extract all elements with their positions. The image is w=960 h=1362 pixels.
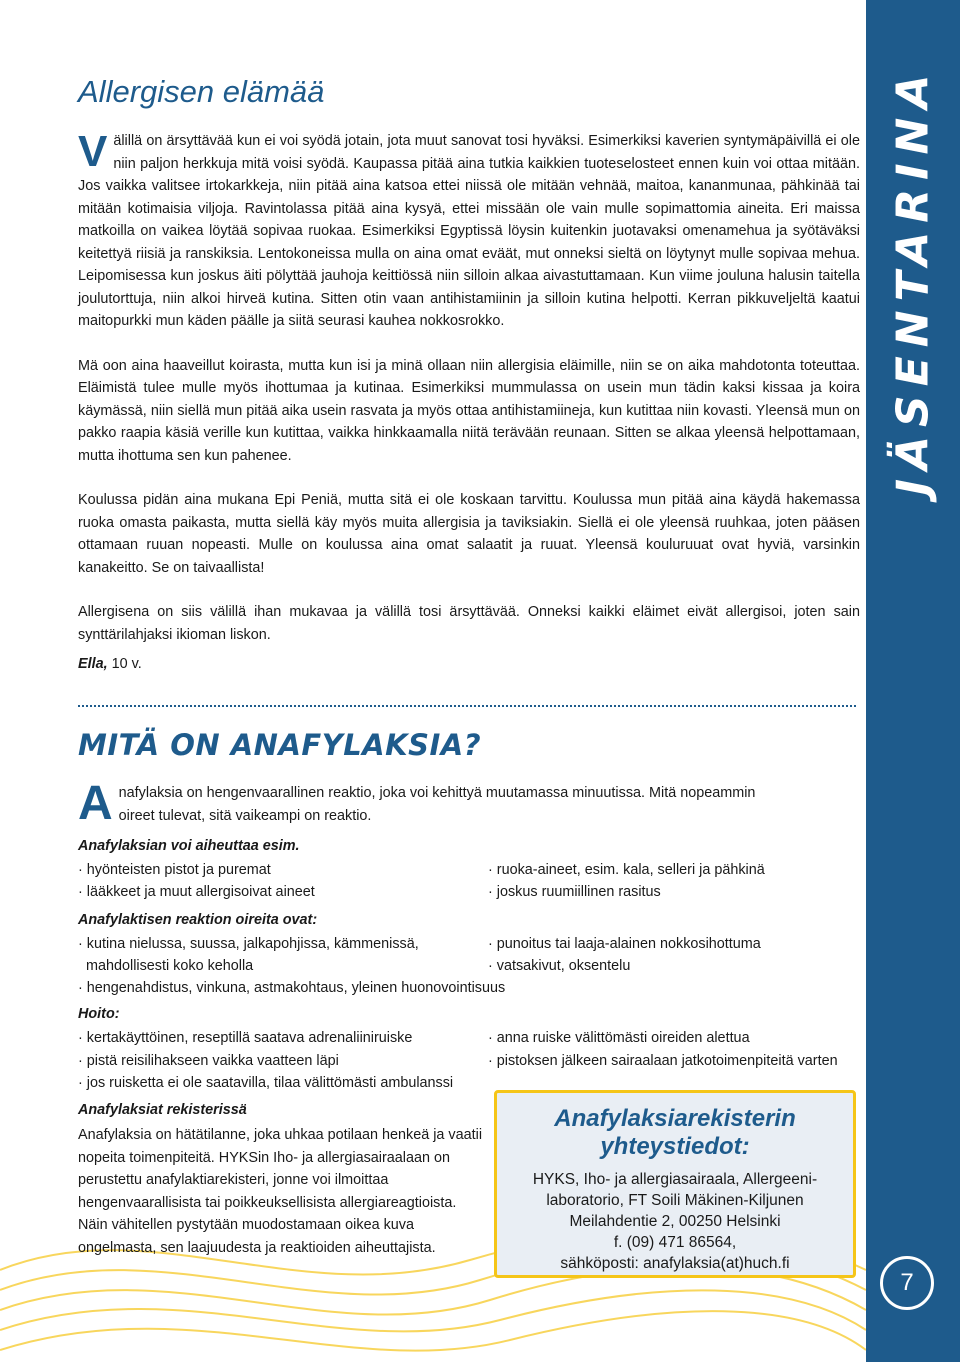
signature-age: 10 v. (111, 656, 142, 672)
cause-item: · lääkkeet ja muut allergisoivat aineet (78, 884, 315, 900)
story-paragraph-2: Mä oon aina haaveillut koirasta, mutta kun isi ja minä ollaan niin allergisia eläimille, niin se on aika mahdotonta toteuttaa. Eläimistä tulee mulle myös ihottumaa ja kutinaa. Esimerkiksi mummulassa on usein mun tädin kaksi kissaa ja koira käymässä, niin siellä mun pitää aika usein rasvata ja myös ottaa antihistamiineja, kun kutittaa niin kovasti. Yleensä mun on pakko raapia käsiä verille kun kutittaa, vaikka hinkkaamalla niitä terävään reunaan. Sitten se alkaa yleensä helpottamaan, mutta ihottuma sen kun pahenee. (78, 357, 860, 464)
contact-line: Meilahdentie 2, 00250 Helsinki (569, 1213, 781, 1230)
section-title: MITÄ ON ANAFYLAKSIA? (78, 728, 482, 762)
treatment-item: · jos ruisketta ei ole saatavilla, tilaa välittömästi ambulanssi (78, 1075, 454, 1091)
treatment-item: · pistoksen jälkeen sairaalaan jatkotoimenpiteitä varten (488, 1053, 838, 1069)
treatment-heading: Hoito: (78, 1006, 120, 1022)
story-body (78, 127, 860, 668)
contact-box (494, 1090, 856, 1278)
story-paragraph-1-text: älillä on ärsyttävää kun ei voi syödä jotain, jota muut sanovat tosi hyväksi. Esimerkiksi kaverien syntymäpäivillä ei ole niin paljon herkkuja mitä voisi syödä. Kaupassa pitää aina tutkia kaikkien tuoteselosteet ennen kuin voi ottaa mitään. Jos vaikka valitsee irtokarkkeja, niin pitää aina katsoa ettei niissä ole mitään vehnää, maitoa, kananmunaa, pähkinää tai mitään kotimaisia viljoja. Ravintolassa pitää aina kysyä, ettei missään ole vain mulle sopimattomia aineita. Eri maissa matkoilla on vaikea löytää sopivaa ruokaa. Esimerkiksi Egyptissä löysin kuitenkin juotavaksi omenamehua ja syötäväksi keitettyä riisiä ja ranskiksia. Lentokoneissa mulla on aina omat eväät, mut onneksi sieltä on löytynyt mulle sopivaa mehua. Leipomisessa kun joskus äiti pölyttää jauhoja keittiössä niin silloin alkaa aivastuttamaan. Kun viime jouluna halusin taitella joulutorttuja, niin alkoi hirveä kutina. Sitten otin vaan antihistamiinin ja silloin kutina helpotti. Kerran pikkuveljeltä kaatui maitopurkki mun käden päälle ja siitä seurasi kauhea nokkosrokko. (78, 133, 860, 329)
page-title: Allergisen elämää (78, 74, 325, 109)
contact-title (497, 1105, 853, 1161)
contact-line: HYKS, Iho- ja allergiasairaala, Allergeeni- (532, 1171, 818, 1188)
story-paragraph-4: Allergisena on siis välillä ihan mukavaa ja välillä tosi ärsyttävää. Onneksi kaikki eläimet eivät allergisoi, joten sain synttärilahjaksi ikioman liskon. (78, 604, 860, 643)
causes-heading: Anafylaksian voi aiheuttaa esim. (78, 838, 300, 854)
intro-text: nafylaksia on hengenvaarallinen reaktio, joka voi kehittyä muutamassa minuutissa. Mitä nopeammin oireet tulevat, sitä vaikeampi on reaktio. (118, 785, 756, 824)
contact-line: laboratorio, FT Soili Mäkinen-Kiljunen (546, 1192, 804, 1209)
intro-dropcap: A (78, 777, 113, 830)
symptom-item: · kutina nielussa, suussa, jalkapohjissa, kämmenissä, (78, 936, 419, 952)
treatment-item: · pistä reisilihakseen vaikka vaatteen läpi (78, 1053, 339, 1069)
contact-details (497, 1169, 853, 1274)
symptom-item: · punoitus tai laaja-alainen nokkosihottuma (488, 936, 761, 952)
story-paragraph-1 (78, 127, 860, 333)
contact-email[interactable]: sähköposti: anafylaksia(at)huch.fi (560, 1255, 790, 1272)
anafylaksia-intro (78, 777, 778, 830)
symptom-item: mahdollisesti koko keholla (78, 958, 254, 974)
symptom-item: · hengenahdistus, vinkuna, astmakohtaus, yleinen huonovointisuus (78, 980, 506, 996)
registry-heading: Anafylaksiat rekisterissä (78, 1102, 247, 1118)
page-number-text: 7 (900, 1269, 914, 1296)
cause-item: · ruoka-aineet, esim. kala, selleri ja pähkinä (488, 862, 765, 878)
sidebar-band (866, 0, 960, 1362)
registry-text: Anafylaksia on hätätilanne, joka uhkaa potilaan henkeä ja vaatii nopeita toimenpiteitä. HYKSin Iho- ja allergiasairaalaan on perustettu anafylaktiarekisteri, jonne voi ilmoittaa hengenvaarallisista tai poikkeuksellisista allergiareagtioista. Näin vähitellen pystytään muodostamaan oikea kuva ongelmasta, sen laajuudesta ja reaktioiden aiheuttajista. (78, 1127, 483, 1256)
signature-name: Ella, (78, 656, 108, 672)
page-number (880, 1256, 934, 1310)
story-paragraph-3: Koulussa pidän aina mukana Epi Peniä, mutta sitä ei ole koskaan tarvittu. Koulussa mun pitää aina käydä hakemassa ruoka omasta paikasta, mutta siellä käy myös muita allergisia ja taviksiakin. Siellä ei ole yleensä ruuhkaa, joten pääsen ottamaan ruuan nopeasti. Mulle on koulussa aina omat salaatit ja ruuat. Yleensä kouluruuat ovat hyviä, varsinkin kanakeitto. Se on taivaallista! (78, 492, 860, 576)
section-divider (78, 705, 856, 707)
treatment-item: · kertakäyttöinen, reseptillä saatava adrenaliiniruiske (78, 1030, 413, 1046)
cause-item: · hyönteisten pistot ja puremat (78, 862, 271, 878)
contact-title-line2: yhteystiedot: (600, 1133, 750, 1160)
story-signature (78, 656, 142, 672)
sidebar-title-text: JÄSENTARINA (887, 65, 939, 495)
contact-title-line1: Anafylaksiarekisterin (554, 1105, 796, 1132)
symptoms-heading: Anafylaktisen reaktion oireita ovat: (78, 912, 318, 928)
contact-line: f. (09) 471 86564, (613, 1234, 737, 1251)
treatment-item: · anna ruiske välittömästi oireiden alettua (488, 1030, 750, 1046)
cause-item: · joskus ruumiillinen rasitus (488, 884, 661, 900)
story-dropcap: V (78, 127, 108, 176)
symptom-item: · vatsakivut, oksentelu (488, 958, 631, 974)
